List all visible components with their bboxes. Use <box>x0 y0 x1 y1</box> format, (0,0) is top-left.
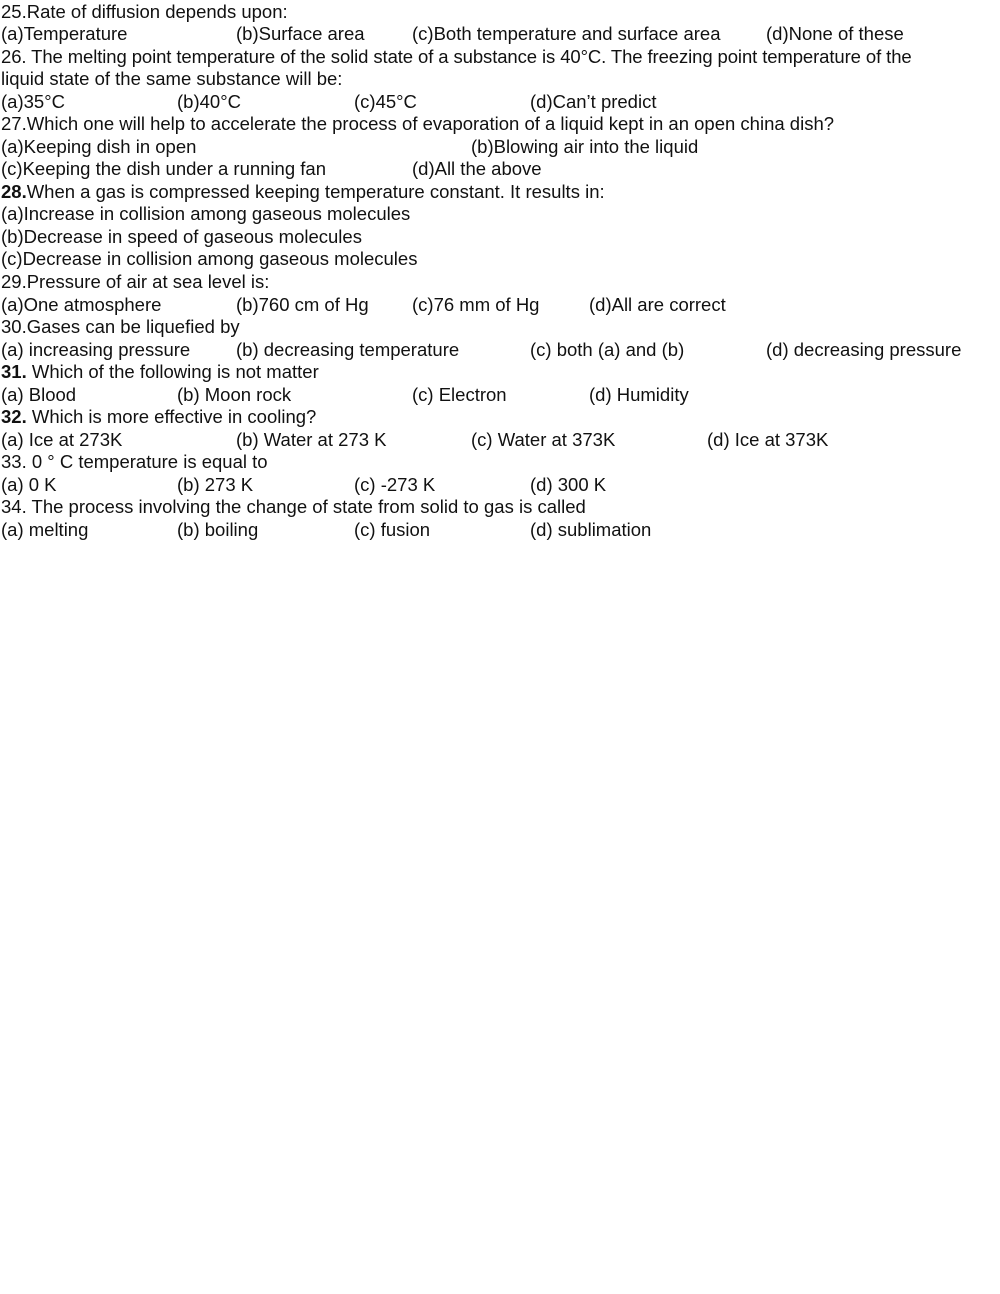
question-27 <box>1 113 834 135</box>
q31-option-d: (d) Humidity <box>589 384 689 405</box>
q34-option-b: (b) boiling <box>177 519 259 540</box>
question-26 <box>1 46 912 68</box>
q34-option-c: (c) fusion <box>354 519 431 540</box>
q25-option-c: (c)Both temperature and surface area <box>412 23 721 44</box>
q33-option-c: (c) -273 K <box>354 474 436 495</box>
question-number: 27. <box>1 113 27 134</box>
question-31 <box>1 361 319 383</box>
q30-option-c: (c) both (a) and (b) <box>530 339 685 360</box>
question-number: 32. <box>1 406 27 427</box>
q27-option-c: (c)Keeping the dish under a running fan <box>1 158 326 179</box>
question-text: Which one will help to accelerate the process of evaporation of a liquid kept in an open china dish? <box>26 113 835 134</box>
question-number: 26. <box>1 46 27 67</box>
question-number: 34. <box>1 496 27 517</box>
question-25 <box>1 1 288 23</box>
q32-option-d: (d) Ice at 373K <box>707 429 829 450</box>
q34-option-a: (a) melting <box>1 519 89 540</box>
question-34 <box>1 496 586 518</box>
q28-option-b: (b)Decrease in speed of gaseous molecules <box>1 226 362 247</box>
question-text: Gases can be liquefied by <box>26 316 240 337</box>
question-text: The process involving the change of state from solid to gas is called <box>26 496 586 517</box>
q31-option-a: (a) Blood <box>1 384 77 405</box>
question-text: Which is more effective in cooling? <box>26 406 317 427</box>
question-text: 0 ° C temperature is equal to <box>26 451 268 472</box>
q26-option-d: (d)Can’t predict <box>530 91 657 112</box>
q29-option-a: (a)One atmosphere <box>1 294 162 315</box>
question-number: 28. <box>1 181 27 202</box>
q29-option-b: (b)760 cm of Hg <box>236 294 369 315</box>
q27-option-b: (b)Blowing air into the liquid <box>471 136 699 157</box>
q32-option-b: (b) Water at 273 K <box>236 429 387 450</box>
q31-option-b: (b) Moon rock <box>177 384 292 405</box>
q32-option-c: (c) Water at 373K <box>471 429 616 450</box>
question-text: liquid state of the same substance will be: <box>1 68 343 89</box>
q25-option-a: (a)Temperature <box>1 23 128 44</box>
question-number: 30. <box>1 316 27 337</box>
question-30 <box>1 316 240 338</box>
question-28 <box>1 181 605 203</box>
q25-option-d: (d)None of these <box>766 23 904 44</box>
question-text: Pressure of air at sea level is: <box>26 271 270 292</box>
q26-option-b: (b)40°C <box>177 91 241 112</box>
question-33 <box>1 451 268 473</box>
q33-option-d: (d) 300 K <box>530 474 607 495</box>
q29-option-d: (d)All are correct <box>589 294 726 315</box>
question-number: 31. <box>1 361 27 382</box>
q33-option-a: (a) 0 K <box>1 474 57 495</box>
q26-option-c: (c)45°C <box>354 91 417 112</box>
question-26-continued <box>1 68 342 90</box>
question-29 <box>1 271 269 293</box>
question-text: The melting point temperature of the solid state of a substance is 40°C. The freezing point temperature of the <box>26 46 912 67</box>
question-text: Rate of diffusion depends upon: <box>26 1 288 22</box>
q28-option-a: (a)Increase in collision among gaseous molecules <box>1 203 411 224</box>
question-number: 29. <box>1 271 27 292</box>
q31-option-c: (c) Electron <box>412 384 507 405</box>
q30-option-d: (d) decreasing pressure <box>766 339 962 360</box>
q33-option-b: (b) 273 K <box>177 474 254 495</box>
q29-option-c: (c)76 mm of Hg <box>412 294 540 315</box>
q30-option-a: (a) increasing pressure <box>1 339 191 360</box>
q32-option-a: (a) Ice at 273K <box>1 429 123 450</box>
q25-option-b: (b)Surface area <box>236 23 365 44</box>
question-text: When a gas is compressed keeping temperature constant. It results in: <box>26 181 605 202</box>
question-number: 25. <box>1 1 27 22</box>
q27-option-a: (a)Keeping dish in open <box>1 136 197 157</box>
q27-option-d: (d)All the above <box>412 158 542 179</box>
q30-option-b: (b) decreasing temperature <box>236 339 460 360</box>
q34-option-d: (d) sublimation <box>530 519 652 540</box>
question-32 <box>1 406 316 428</box>
question-number: 33. <box>1 451 27 472</box>
q28-option-c: (c)Decrease in collision among gaseous molecules <box>1 248 418 269</box>
q26-option-a: (a)35°C <box>1 91 65 112</box>
question-text: Which of the following is not matter <box>26 361 319 382</box>
